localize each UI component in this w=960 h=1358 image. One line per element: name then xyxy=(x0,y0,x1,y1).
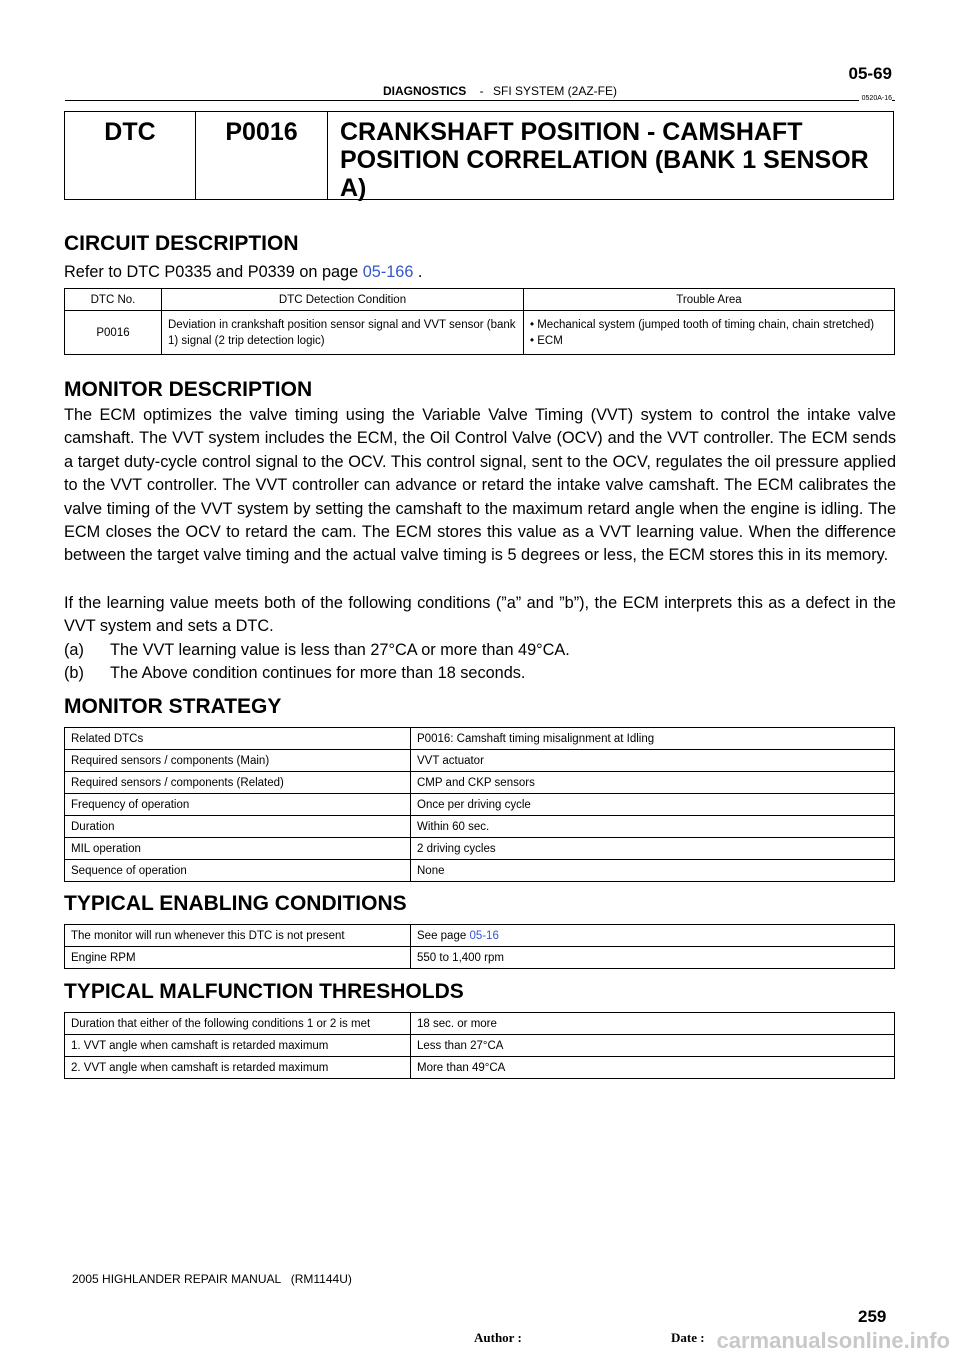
cell-value: More than 49°CA xyxy=(411,1057,895,1079)
condition-item-b xyxy=(64,662,896,685)
table-row xyxy=(65,772,895,794)
watermark: carmanualsonline.info xyxy=(716,1328,950,1353)
cell-label: Engine RPM xyxy=(65,947,411,969)
table-row xyxy=(65,947,895,969)
cell-label: Frequency of operation xyxy=(65,794,411,816)
cell-value: Less than 27°CA xyxy=(411,1035,895,1057)
running-header xyxy=(300,84,700,98)
table-row xyxy=(65,1013,895,1035)
circuit-description-heading: CIRCUIT DESCRIPTION xyxy=(64,232,299,255)
circuit-text: Refer to DTC P0335 and P0339 on page xyxy=(64,263,363,281)
document-id: 0520A-16 xyxy=(859,95,892,102)
see-page-text: See page xyxy=(417,929,470,942)
header-separator: - xyxy=(479,84,484,98)
circuit-text-end: . xyxy=(413,263,423,281)
cell-value: 2 driving cycles xyxy=(411,838,895,860)
cell-label: Required sensors / components (Related) xyxy=(65,772,411,794)
cell-label: MIL operation xyxy=(65,838,411,860)
trouble-area-item: • ECM xyxy=(530,334,563,347)
cell-label: Required sensors / components (Main) xyxy=(65,750,411,772)
condition-text: The Above condition continues for more than 18 seconds. xyxy=(110,664,526,682)
table-row xyxy=(65,750,895,772)
dtc-table xyxy=(64,288,895,355)
title-dtc-code: P0016 xyxy=(196,112,328,199)
col-header-detection-condition: DTC Detection Condition xyxy=(162,289,524,311)
cell-value: Within 60 sec. xyxy=(411,816,895,838)
cell-dtc-no: P0016 xyxy=(65,311,162,355)
monitor-description-heading: MONITOR DESCRIPTION xyxy=(64,378,313,401)
cell-label: The monitor will run whenever this DTC is not present xyxy=(65,925,411,947)
cell-value: None xyxy=(411,860,895,882)
page-number: 05-69 xyxy=(848,64,892,83)
title-dtc-label: DTC xyxy=(65,112,196,199)
table-row xyxy=(65,311,895,355)
monitor-strategy-table xyxy=(64,727,895,882)
table-row xyxy=(65,1057,895,1079)
monitor-description-p1: The ECM optimizes the valve timing using the Variable Valve Timing (VVT) system to control the intake valve camshaft. The VVT system includes the ECM, the Oil Control Valve (OCV) and the VVT controller. The ECM sends a target duty-cycle control signal to the OCV. This control signal, sent to the OCV, regulates the oil pressure applied to the VVT controller. The VVT controller can advance or retard the intake valve camshaft. The ECM calibrates the valve timing of the VVT system by setting the camshaft to the maximum retard angle when the engine is idling. The ECM closes the OCV to retard the cam. The ECM stores this value as a VVT learning value. When the difference between the target valve timing and the actual valve timing is 5 degrees or less, the ECM stores this in its memory. xyxy=(64,406,896,565)
manual-footer: 2005 HIGHLANDER REPAIR MANUAL (RM1144U) xyxy=(72,1272,352,1286)
cell-detection-condition: Deviation in crankshaft position sensor signal and VVT sensor (bank 1) signal (2 trip detection logic) xyxy=(162,311,524,355)
cell-label: Duration xyxy=(65,816,411,838)
author-label: Author : xyxy=(474,1330,522,1345)
cell-value: CMP and CKP sensors xyxy=(411,772,895,794)
col-header-trouble-area: Trouble Area xyxy=(524,289,895,311)
table-row xyxy=(65,794,895,816)
date-label: Date : xyxy=(671,1330,705,1345)
table-row xyxy=(65,860,895,882)
table-header-row xyxy=(65,289,895,311)
header-subsection: SFI SYSTEM (2AZ-FE) xyxy=(493,84,618,98)
cell-value: VVT actuator xyxy=(411,750,895,772)
condition-item-a xyxy=(64,639,896,662)
cell-label: 2. VVT angle when camshaft is retarded maximum xyxy=(65,1057,411,1079)
circuit-description-text xyxy=(64,261,896,284)
cell-label: Duration that either of the following conditions 1 or 2 is met xyxy=(65,1013,411,1035)
cell-label: Related DTCs xyxy=(65,728,411,750)
cell-value: P0016: Camshaft timing misalignment at Idling xyxy=(411,728,895,750)
cell-trouble-area xyxy=(524,311,895,355)
enabling-conditions-heading: TYPICAL ENABLING CONDITIONS xyxy=(64,892,407,915)
table-row xyxy=(65,728,895,750)
cell-value: 18 sec. or more xyxy=(411,1013,895,1035)
monitor-description-p2: If the learning value meets both of the following conditions (”a” and ”b”), the ECM interprets this as a defect in the VVT system and sets a DTC. xyxy=(64,594,896,636)
cell-value: Once per driving cycle xyxy=(411,794,895,816)
table-row xyxy=(65,816,895,838)
table-row xyxy=(65,838,895,860)
cell-value: 550 to 1,400 rpm xyxy=(411,947,895,969)
monitor-strategy-heading: MONITOR STRATEGY xyxy=(64,695,282,718)
cell-label: Sequence of operation xyxy=(65,860,411,882)
cell-label: 1. VVT angle when camshaft is retarded maximum xyxy=(65,1035,411,1057)
header-rule xyxy=(65,100,895,101)
malfunction-thresholds-heading: TYPICAL MALFUNCTION THRESHOLDS xyxy=(64,980,464,1003)
page-link-05-16[interactable]: 05-16 xyxy=(469,929,499,942)
condition-label: (a) xyxy=(64,641,84,659)
table-row xyxy=(65,925,895,947)
malfunction-thresholds-table xyxy=(64,1012,895,1079)
condition-text: The VVT learning value is less than 27°CA or more than 49°CA. xyxy=(110,641,570,659)
sheet-page-number: 259 xyxy=(858,1307,887,1326)
dtc-title-box xyxy=(64,111,894,200)
page-link-05-166[interactable]: 05-166 xyxy=(362,263,414,281)
table-row xyxy=(65,1035,895,1057)
cell-value xyxy=(411,925,895,947)
trouble-area-item: • Mechanical system (jumped tooth of timing chain, chain stretched) xyxy=(530,318,875,331)
title-dtc-name: CRANKSHAFT POSITION - CAMSHAFT POSITION CORRELATION (BANK 1 SENSOR A) xyxy=(340,118,869,202)
condition-label: (b) xyxy=(64,664,84,682)
enabling-conditions-table xyxy=(64,924,895,969)
header-section: DIAGNOSTICS xyxy=(382,84,467,98)
col-header-dtc-no: DTC No. xyxy=(65,289,162,311)
